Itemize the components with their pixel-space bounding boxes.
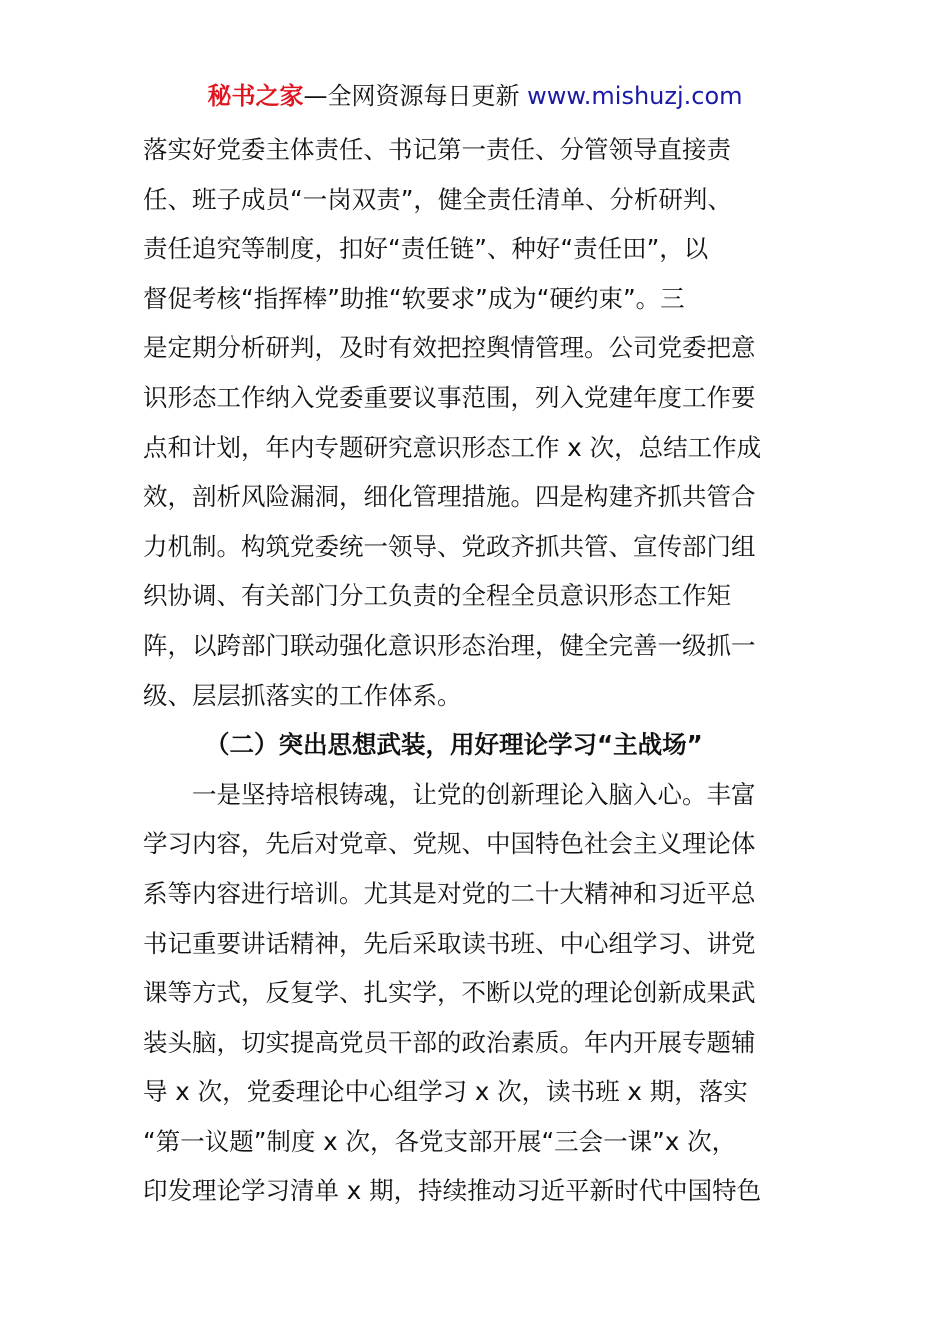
body-line: 装头脑，切实提高党员干部的政治素质。年内开展专题辅 [143, 1027, 756, 1057]
document-body [143, 125, 808, 1216]
body-line: 课等方式，反复学、扎实学，不断以党的理论创新成果武 [143, 978, 756, 1008]
site-brand: 秘书之家 [207, 82, 304, 110]
site-header-banner [0, 78, 950, 114]
body-line: 力机制。构筑党委统一领导、党政齐抓共管、宣传部门组 [143, 531, 756, 561]
body-line: 效，剖析风险漏洞，细化管理措施。四是构建齐抓共管合 [143, 482, 756, 512]
body-line: 导 x 次，党委理论中心组学习 x 次，读书班 x 期，落实 [143, 1077, 748, 1107]
body-line: 是定期分析研判，及时有效把控舆情管理。公司党委把意 [143, 333, 756, 363]
body-line: 级、层层抓落实的工作体系。 [143, 680, 462, 710]
body-line: 学习内容，先后对党章、党规、中国特色社会主义理论体 [143, 829, 756, 859]
body-line: 阵，以跨部门联动强化意识形态治理，健全完善一级抓一 [143, 630, 756, 660]
body-line: 识形态工作纳入党委重要议事范围，列入党建年度工作要 [143, 382, 756, 412]
body-line: “第一议题”制度 x 次，各党支部开展“三会一课”x 次， [143, 1126, 737, 1156]
body-line: 点和计划，年内专题研究意识形态工作 x 次，总结工作成 [143, 432, 762, 462]
body-line: 督促考核“指挥棒”助推“软要求”成为“硬约束”。三 [143, 283, 685, 313]
body-line: 织协调、有关部门分工负责的全程全员意识形态工作矩 [143, 581, 731, 611]
body-line: 书记重要讲话精神，先后采取读书班、中心组学习、讲党 [143, 928, 756, 958]
body-line: 系等内容进行培训。尤其是对党的二十大精神和习近平总 [143, 878, 756, 908]
body-line: 任、班子成员“一岗双责”，健全责任清单、分析研判、 [143, 184, 732, 214]
site-url-link[interactable]: www.mishuzj.com [519, 82, 743, 110]
site-tagline: —全网资源每日更新 [303, 82, 520, 110]
body-line: 落实好党委主体责任、书记第一责任、分管领导直接责 [143, 135, 731, 164]
paragraph-first-line: 一是坚持培根铸魂，让党的创新理论入脑入心。丰富 [192, 779, 756, 809]
section-heading: （二）突出思想武装，用好理论学习“主战场” [205, 730, 703, 760]
body-line: 责任追究等制度，扣好“责任链”、种好“责任田”，以 [143, 234, 709, 264]
body-line: 印发理论学习清单 x 期，持续推动习近平新时代中国特色 [143, 1176, 762, 1206]
